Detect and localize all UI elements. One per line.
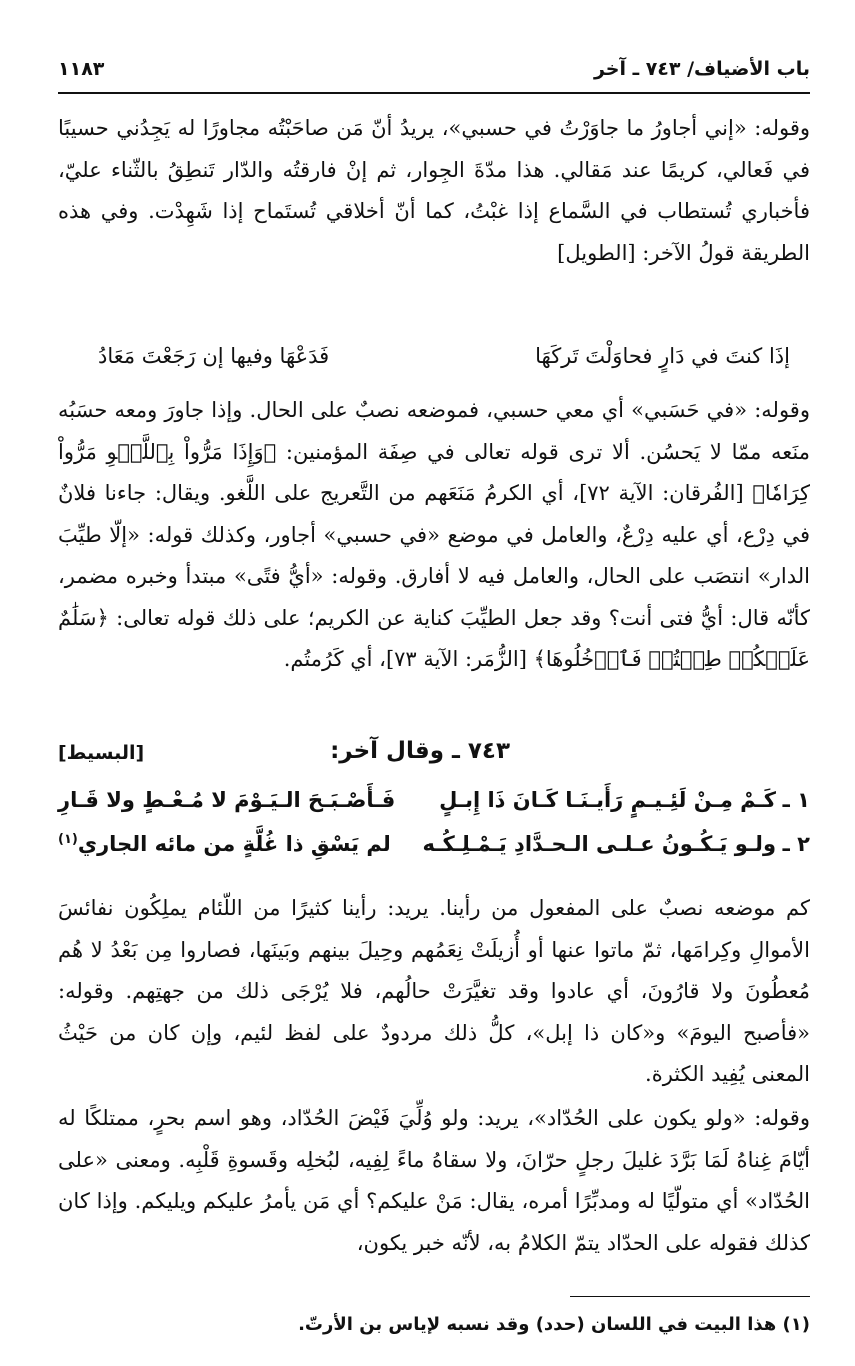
poem-line-number: ١ ـ: [782, 788, 810, 812]
verse-second-hemistich: فَدَعْهَا وفيها إن رَجَعْتَ مَعَادُ: [98, 344, 330, 368]
commentary-paragraph-3: كم موضعه نصبٌ على المفعول من رأينا. يريد: رأينا كثيرًا من اللّئام يملِكُون نفائسَ الأموالِ وكِرامَها، ثمّ ماتوا عنها أو أُزيلَتْ نِعَمُهم وحِيلَ بينهم وبَينَها، فصاروا مِن بَعْدُ لا هُم مُعطُونَ ولا قارُونَ، أي عادوا وقد تغيَّرَتْ حالُهم، فلا يُرْجَى ذلك من جهتِهم. وقوله: «فأصبح اليومَ» و«كان ذا إبل»، كلُّ ذلك مردودٌ على لفظ لئيم، وإن كان من حَيْثُ المعنى يُفِيد الكثرة.: [58, 896, 810, 1086]
poem-second-hemistich: فَـأَصْـبَـحَ الـيَـوْمَ لا مُـعْـطٍ ولا قَـارِ: [58, 788, 396, 812]
poem-line: [58, 788, 810, 828]
poem-line-number: ٢ ـ: [782, 832, 810, 856]
footnote-divider: [570, 1296, 810, 1297]
footnote-reference[interactable]: (١): [58, 832, 78, 847]
header-title: باب الأضياف/ ٧٤٣ ـ آخر: [593, 58, 810, 80]
section-header: [58, 738, 810, 778]
commentary-paragraph-1: وقوله: «إني أجاورُ ما جاوَرْتُ في حسبي»، يريدُ أنّ مَن صاحَبْتُه مجاورًا له يَجِدُني حسيبًا في فَعالي، كريمًا عند مَقالي. هذا مدّةَ الجِوار، ثم إنْ فارقتُه والدّار تَنطِقُ بالثّناء عليّ، فأخباري تُستطاب في السَّماع إذا غبْتُ، كما أنّ أخلاقي تُستَماح إذا شَهِدْت. وفي هذه الطريقة قولُ الآخر: [الطويل]: [58, 116, 810, 265]
poem-first-hemistich: كَـمْ مِـنْ لَئِـيـمٍ رَأَيـنَـا كَـانَ ذَا إِبـلٍ: [439, 788, 776, 812]
footnote: (١) هذا البيت في اللسان (حدد) وقد نسبه لإياس بن الأرتّ.: [298, 1314, 810, 1335]
poem-line: [58, 832, 810, 872]
commentary-paragraph-4: وقوله: «ولو يكون على الحُدّاد»، يريد: ولو وُلِّيَ فَيْضَ الحُدّاد، وهو اسم بحرٍ، ممتلكًا له أيّامَ غِناهُ لَمَا بَرَّدَ غليلَ رجلٍ حرّانَ، ولا سقاهُ ماءً لِفِيه، لبُخلِه وقَسوةِ قَلْبِه. ومعنى «على الحُدّاد» أي متولّيًا له ومدبِّرًا أمره، يقال: مَنْ عليكم؟ أي مَن يأمرُ عليكم ويليكم. وإذا كان كذلك فقوله على الحدّاد يتمّ الكلامُ به، لأنّه خبر يكون،: [58, 1106, 810, 1255]
verse-first-hemistich: إذَا كنتَ في دَارٍ فحاوَلْتَ تَركَهَا: [535, 344, 790, 368]
running-header: [58, 58, 810, 88]
header-divider: [58, 92, 810, 94]
section-heading: ٧٤٣ ـ وقال آخر:: [330, 738, 510, 764]
commentary-paragraph-2: وقوله: «في حَسَبي» أي معي حسبي، فموضعه نصبٌ على الحال. وإذا جاورَ ومعه حسَبُه منَعه ممّا لا يَحسُن. ألا ترى قوله تعالى في صِفَة المؤمنين: ﴿وَإِذَا مَرُّواْ بِٱللَّغۡوِ مَرُّواْ كِرَامٗا﴾ [الفُرقان: الآية ٧٢]، أي الكرمُ مَنَعَهم من التَّعريج على اللَّغو. ويقال: جاءنا فلانٌ في دِرْع، أي عليه دِرْعٌ، والعامل في موضع «في حسبي» أجاور، وكذلك قوله: «إلّا طيِّبَ الدار» انتصَب على الحال، والعامل فيه لا أفارق. وقوله: «أيُّ فتًى» مبتدأ وخبره مضمر، كأنّه قال: أيُّ فتى أنت؟ وقد جعل الطيِّبَ كناية عن الكريم؛ على ذلك قوله تعالى: ﴿سَلَٰمٌ عَلَيۡكُمۡ طِبۡتُمۡ فَٱدۡخُلُوهَا﴾ [الزُّمَر: الآية ٧٣]، أي كَرُمتُم.: [58, 398, 810, 671]
poem-second-hemistich: [58, 832, 391, 856]
page-number: ١١٨٣: [58, 58, 105, 80]
book-page: [58, 58, 810, 1366]
poem-second-hemistich-text: لم يَسْقِ ذا غُلَّةٍ من مائه الجاري: [77, 832, 391, 856]
section-meter: [البسيط]: [58, 742, 145, 764]
poem-first-hemistich: ولـو يَـكُـونُ عـلـى الـحـدَّادِ يَـمْـلِـكُـه: [422, 832, 776, 856]
